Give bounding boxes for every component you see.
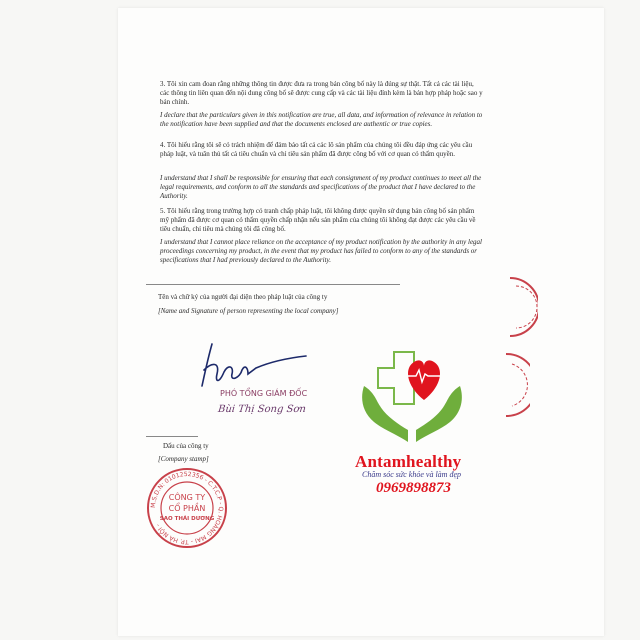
- svg-text:CỔ PHẦN: CỔ PHẦN: [168, 504, 206, 513]
- clause-3-vi: 3. Tôi xin cam đoan rằng những thông tin được đưa ra trong bản công bố này là đúng sự thật. Tất cả các tài liệu, các thông tin liên quan đến nội dung công bố sẽ được cung cấp và các tài liệu đính kèm là bản hợp pháp hoặc sao y bản chính.: [160, 80, 483, 107]
- svg-text:M.S.D.N: 0101252356 - C.T.C.P: M.S.D.N: 0101252356 - C.T.C.P - Q. HOÀNG MAI - TP. HÀ NỘI -: [149, 470, 225, 546]
- caring-hands-icon: [362, 386, 462, 442]
- brand-name: Antamhealthy: [355, 452, 462, 471]
- clause-4-vi: 4. Tôi hiểu rằng tôi sẽ có trách nhiệm để đảm bảo tất cả các lô sản phẩm của chúng tôi đều đáp ứng các yêu cầu pháp luật, và tuân thủ tất cả tiêu chuẩn và chỉ tiêu sản phẩm đã được công bố với cơ quan có thẩm quyền.: [160, 141, 473, 159]
- antamhealthy-logo: [356, 346, 468, 450]
- svg-text:CÔNG TY: CÔNG TY: [168, 493, 206, 502]
- heart-icon: [408, 360, 440, 400]
- partial-stamp-edge-top: [508, 276, 538, 338]
- partial-stamp-edge-bottom: [504, 352, 530, 418]
- divider: [146, 284, 400, 285]
- divider-short: [146, 436, 198, 437]
- brand-phone: 0969898873: [376, 480, 451, 496]
- handwritten-signature: [196, 340, 308, 390]
- signature-label-vi: Tên và chữ ký của người đại diện theo pháp luật của công ty: [158, 293, 328, 301]
- stamp-label-en: [Company stamp]: [158, 455, 209, 463]
- brand-tagline: Chăm sóc sức khỏe và làm đẹp: [362, 470, 462, 479]
- signature-label-en: [Name and Signature of person representing the local company]: [158, 307, 339, 315]
- signatory-name: Bùi Thị Song Sơn: [217, 404, 307, 415]
- svg-text:SAO THÁI DƯƠNG: SAO THÁI DƯƠNG: [159, 516, 215, 522]
- clause-3-en: I declare that the particulars given in this notification are true, all data, and information of relevance in relation to the notification have been supplied and that the documents enclosed are authentic or true copies.: [160, 111, 483, 129]
- clause-5-vi: 5. Tôi hiểu rằng trong trường hợp có tranh chấp pháp luật, tôi không được quyền sử dụng bản công bố sản phẩm mỹ phẩm đã được cơ quan có thẩm quyền chấp nhận nếu sản phẩm của chúng tôi không đạt được các yêu cầu về tiêu chuẩn, chỉ tiêu mà chúng tôi đã công bố.: [160, 207, 476, 234]
- stamp-label-vi: Dấu của công ty: [163, 442, 209, 450]
- clause-4-en: I understand that I shall be responsible for ensuring that each consignment of my product continues to meet all the legal requirements, and conform to all the standards and specifications of the product that I have declared to the Authority.: [160, 174, 482, 201]
- clause-5-en: I understand that I cannot place reliance on the acceptance of my product notification by the authority in any legal proceedings concerning my product, in the event that my product has failed to conform to any of the standards or specifications that I had previously declared to the Authority.: [160, 238, 482, 265]
- company-stamp: [146, 467, 228, 549]
- signatory-title: PHÓ TỔNG GIÁM ĐỐC: [220, 389, 308, 398]
